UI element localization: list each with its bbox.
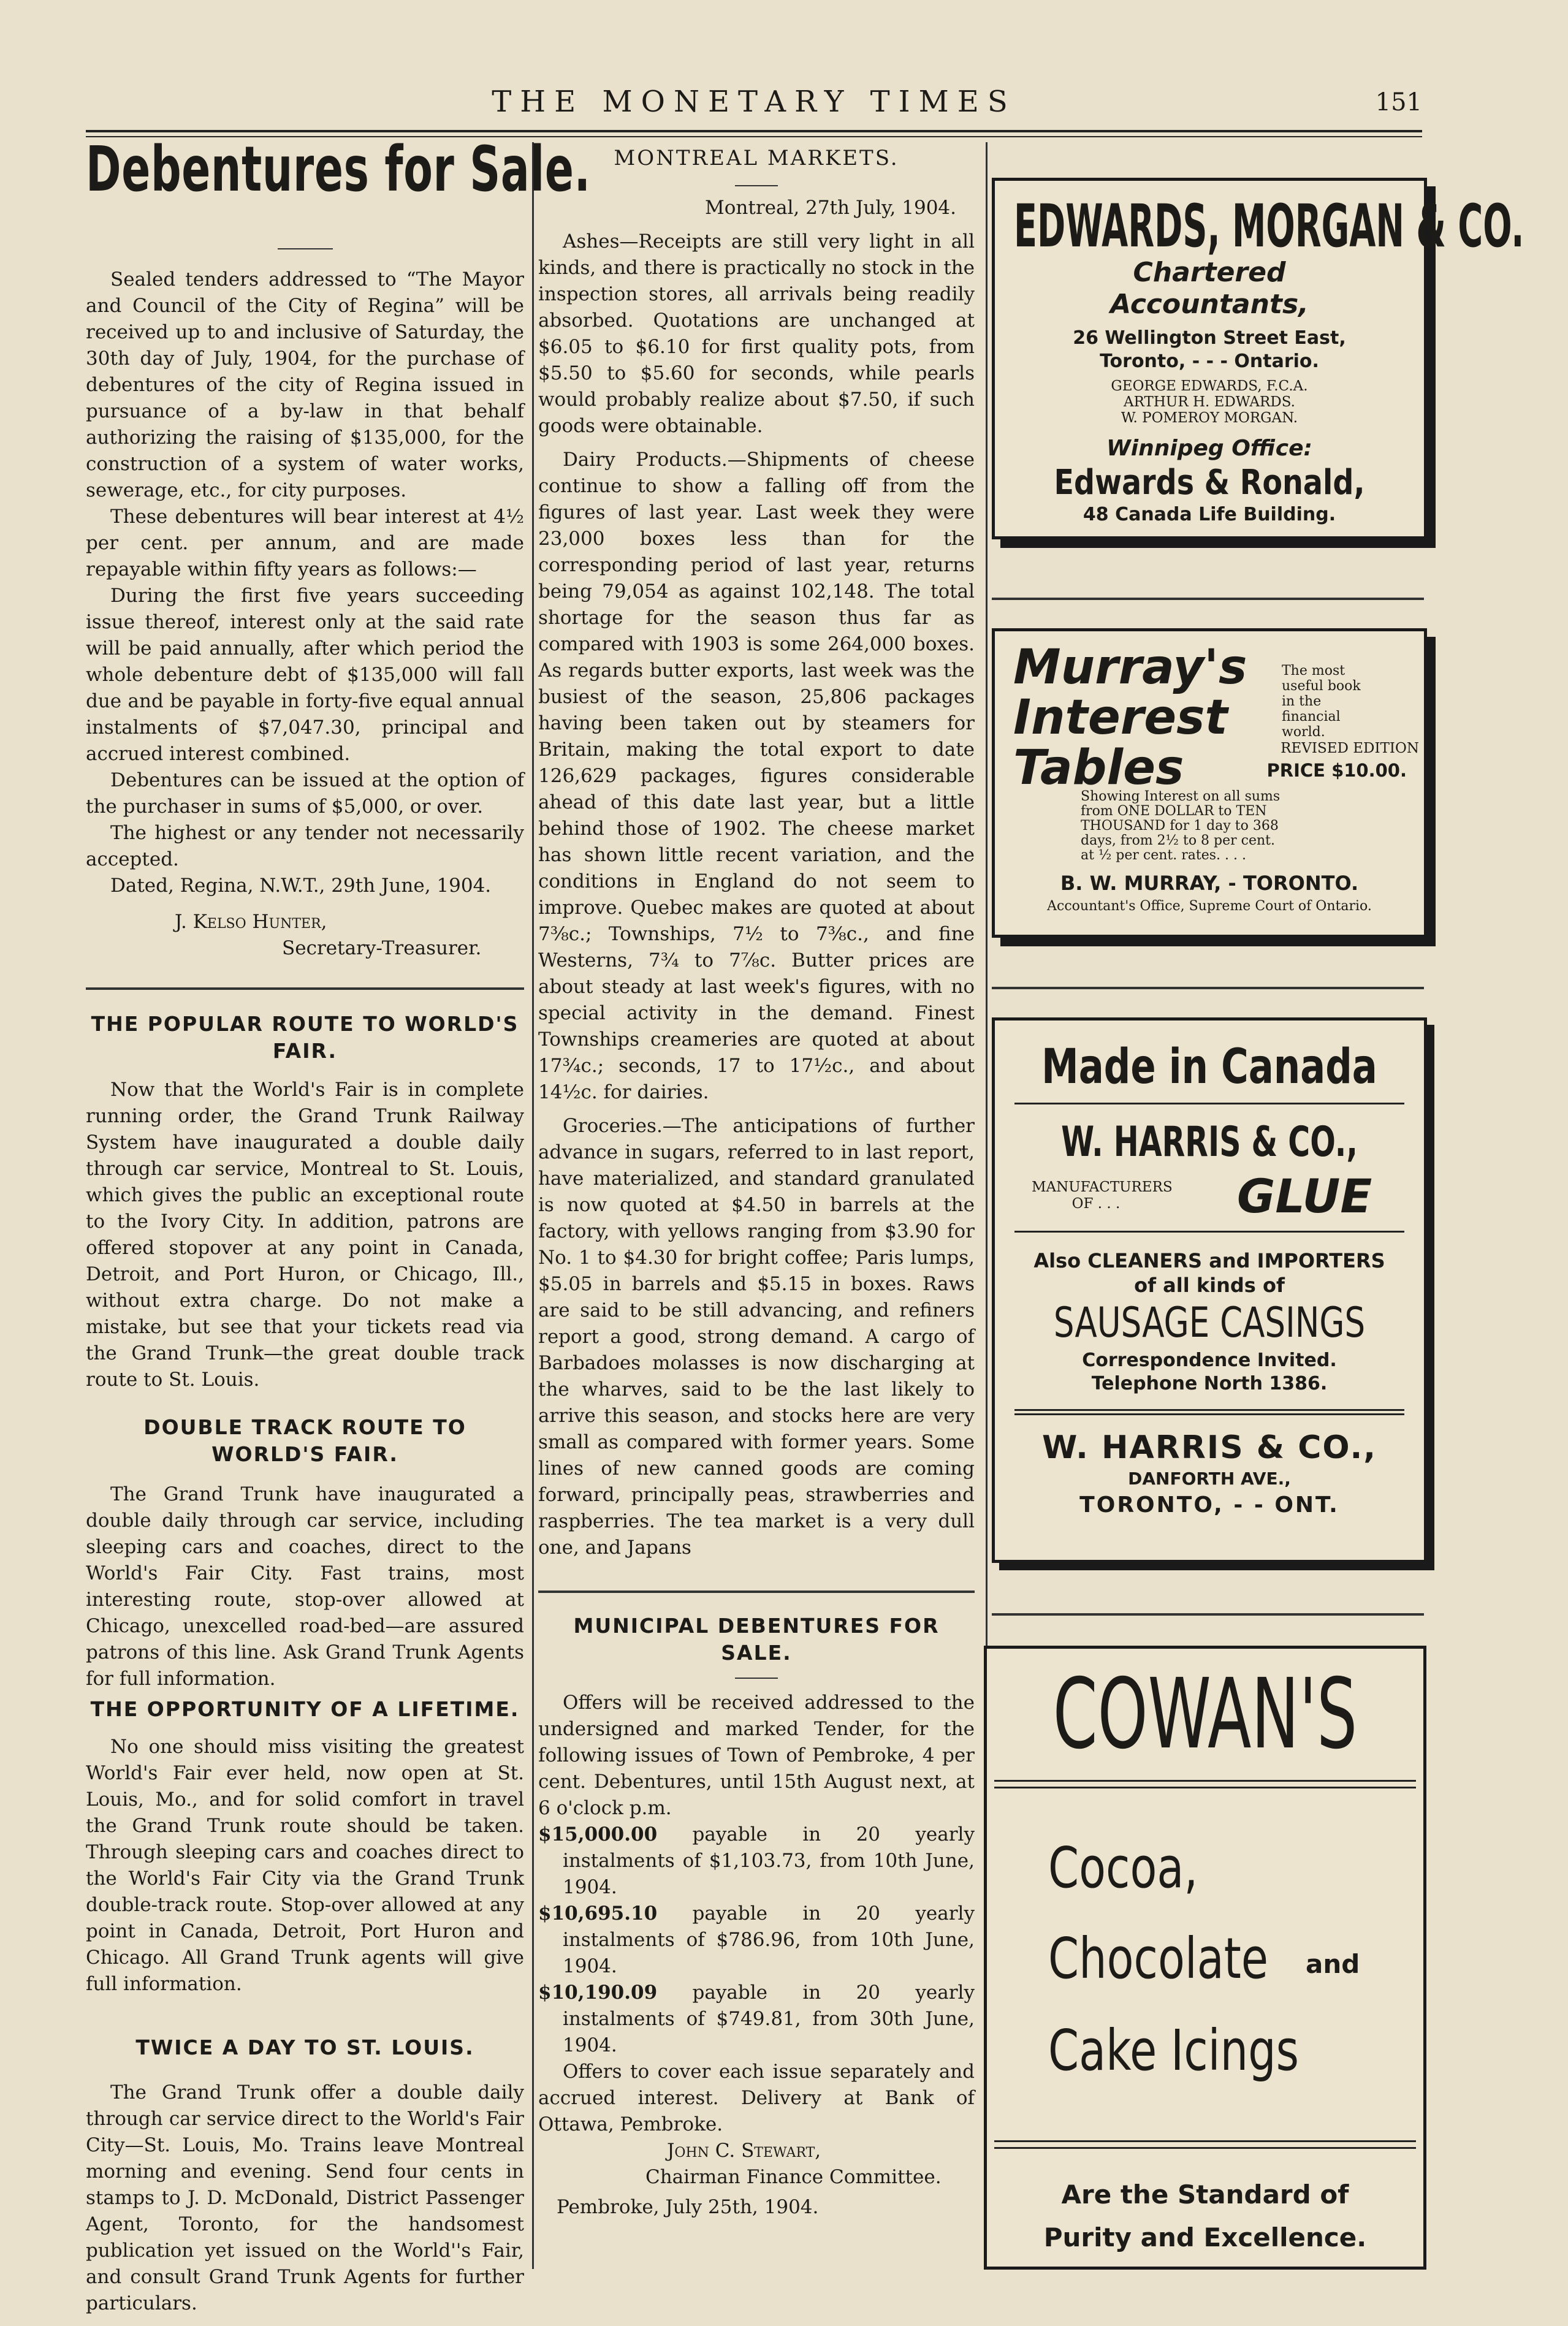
municipal-item <box>538 1980 975 2059</box>
markets-paragraph-groceries: Groceries.—The anticipations of further advance in sugars, referred to in last report, have materialized, and standard granulated is now quoted at $4.50 in barrels at the factory, with yellows ranging from $3.90 for No. 1 to $4.30 for bright coffee; Paris lumps, $5.05 in barrels and $5.15 in boxes. Raws are said to be still advancing, and refiners report a good, strong demand. A cargo of Barbadoes molasses is now discharging at the wharves, said to be the last likely to arrive this season, and stocks here are very small as compared with former years. Some lines of new canned goods are coming forward, principally peas, strawberries and raspberries. The tea market is a very dull one, and Japans <box>538 1115 975 1559</box>
ad-harris-correspondence: Correspondence Invited. <box>1082 1350 1337 1371</box>
ad-harris-telephone: Telephone North 1386. <box>1091 1373 1328 1394</box>
ad-rule <box>994 2147 1416 2149</box>
montreal-dateline: Montreal, 27th July, 1904. <box>705 197 956 219</box>
debentures-paragraph: During the first five years succeeding issue thereof, interest only at the said rate will be paid annually, after which period the whole debenture debt of $135,000 will fall due and be payable in forty-five equal annual instalments of $7,047.30, principal and accrued interest combined. <box>86 585 524 765</box>
debentures-title: Debentures for Sale. <box>86 133 591 206</box>
debentures-paragraph: The highest or any tender not necessarily accepted. <box>86 822 524 870</box>
ad-edwards-office-name: Edwards & Ronald, <box>1054 463 1365 503</box>
ad-murray-tagline: The most useful book in the financial world. <box>1282 663 1361 740</box>
ad-edwards-partner: GEORGE EDWARDS, F.C.A. <box>1111 378 1308 394</box>
ad-harris-company2: W. HARRIS & CO., <box>1042 1429 1377 1466</box>
ad-edwards-office-label: Winnipeg Office: <box>1106 436 1312 461</box>
municipal-heading: MUNICIPAL DEBENTURES FOR SALE. <box>573 1614 940 1665</box>
montreal-markets-heading: MONTREAL MARKETS. <box>614 146 899 170</box>
ad-edwards-city: Toronto, - - - Ontario. <box>1100 351 1319 372</box>
ad-separator <box>992 598 1424 600</box>
ad-edwards-partner: W. POMEROY MORGAN. <box>1121 410 1298 426</box>
municipal-signer: John C. Stewart, <box>667 2140 821 2162</box>
ad-cowan-and: and <box>1306 1949 1360 1979</box>
ad-harris-headline: Made in Canada <box>1041 1039 1377 1095</box>
masthead <box>86 85 1422 127</box>
ad-harris-city: TORONTO, - - ONT. <box>1079 1492 1339 1518</box>
debentures-paragraph: Debentures can be issued at the option of the purchaser in sums of $5,000, or over. <box>86 769 524 818</box>
masthead-title: THE MONETARY TIMES <box>492 85 1016 119</box>
municipal-closing: Offers to cover each issue separately and accrued interest. Delivery at Bank of Ottawa, Pembroke. <box>538 2061 975 2135</box>
ad-harris-product: GLUE <box>1237 1169 1372 1223</box>
masthead-rule-top <box>86 130 1422 132</box>
twice-a-day-heading: TWICE A DAY TO ST. LOUIS. <box>135 2035 474 2059</box>
ad-rule <box>1014 1413 1404 1415</box>
ad-murray-description: Showing Interest on all sums from ONE DOLLAR to TEN THOUSAND for 1 day to 368 days, from 2½ to 8 per cent. at ½ per cent. rates. . . . <box>1081 789 1281 863</box>
ad-harris <box>992 1017 1427 1563</box>
ad-murray-title3: Tables <box>1013 740 1184 796</box>
ad-rule <box>994 1780 1416 1782</box>
municipal-item-amount: $10,190.09 <box>538 1982 658 2004</box>
ad-cowan <box>984 1646 1426 2270</box>
ad-harris-casings: SAUSAGE CASINGS <box>1053 1299 1366 1347</box>
ad-murray-edition: REVISED EDITION <box>1281 740 1419 756</box>
debentures-paragraph: These debentures will bear interest at 4½ per cent. per annum, and are made repayable within fifty years as follows:— <box>86 506 524 580</box>
debentures-signer-title: Secretary-Treasurer. <box>282 937 482 959</box>
ad-edwards-name: EDWARDS, MORGAN & CO. <box>1014 192 1524 260</box>
ad-rule <box>1014 1103 1404 1104</box>
ad-edwards-address: 26 Wellington Street East, <box>1073 327 1346 349</box>
ad-cowan-product1: Cocoa, <box>1048 1835 1198 1901</box>
section-rule <box>538 1591 975 1593</box>
opportunity-heading: THE OPPORTUNITY OF A LIFETIME. <box>90 1697 520 1721</box>
debentures-paragraph: Sealed tenders addressed to “The Mayor and Council of the City of Regina” will be received up to and inclusive of Saturday, the 30th day of July, 1904, for the purchase of debentures of the city of Regina issued in pursuance of a by-law in that behalf authorizing the raising of $135,000, for the construction of a system of water works, sewerage, etc., for city purposes. <box>86 268 524 501</box>
debentures-signer: J. Kelso Hunter, <box>175 911 327 933</box>
ad-separator <box>992 1613 1424 1616</box>
ad-separator <box>992 987 1424 989</box>
ad-cowan-slogan1: Are the Standard of <box>1061 2180 1349 2210</box>
ad-rule <box>1014 1409 1404 1411</box>
double-track-heading: DOUBLE TRACK ROUTE TO WORLD'S FAIR. <box>143 1415 466 1466</box>
ad-cowan-brand: COWAN'S <box>1052 1658 1358 1771</box>
double-track-text: The Grand Trunk have inaugurated a double daily through car service, including sleeping cars and coaches, direct to the World's Fair City. Fast trains, most interesting route, stop-over allowed at Chicago, unexcelled road-bed—are assured patrons of this line. Ask Grand Trunk Agents for full information. <box>86 1483 524 1690</box>
municipal-intro: Offers will be received addressed to the undersigned and marked Tender, for the following issues of Town of Pembroke, 4 per cent. Debentures, until 15th August next, at 6 o'clock p.m. <box>538 1692 975 1819</box>
ad-edwards-office-address: 48 Canada Life Building. <box>1083 504 1336 525</box>
ad-murray-title1: Murray's <box>1013 640 1247 695</box>
ad-murray-price: PRICE $10.00. <box>1266 760 1407 781</box>
ad-murray-office: Accountant's Office, Supreme Court of Ontario. <box>1047 899 1372 914</box>
divider <box>735 185 778 186</box>
municipal-item-amount: $15,000.00 <box>538 1823 658 1845</box>
section-rule <box>86 987 524 990</box>
ad-harris-mfr-label: MANUFACTURERS OF . . . <box>1032 1179 1173 1212</box>
popular-route-heading: THE POPULAR ROUTE TO WORLD'S FAIR. <box>91 1012 519 1063</box>
ad-cowan-slogan2: Purity and Excellence. <box>1043 2222 1367 2252</box>
ad-harris-glue-row <box>995 1166 1424 1226</box>
municipal-signer-title: Chairman Finance Committee. <box>645 2166 942 2188</box>
page-number: 151 <box>1375 88 1422 116</box>
municipal-item-text: payable in 20 yearly instalments of $1,103.73, from 10th June, 1904. <box>563 1823 975 1898</box>
debentures-title-wrap <box>86 133 591 248</box>
municipal-item <box>538 1901 975 1980</box>
ad-edwards-subtitle1: Chartered <box>1133 257 1286 288</box>
popular-route-text: Now that the World's Fair is in complete running order, the Grand Trunk Railway System have inaugurated a double daily through car service, Montreal to St. Louis, which gives the public an exceptional route to the Ivory City. In addition, patrons are offered stopover at any point in Canada, Detroit, and Port Huron, or Chicago, Ill., without extra charge. Do not make a mistake, but see that your tickets read via the Grand Trunk—the great double track route to St. Louis. <box>86 1079 524 1391</box>
ad-rule <box>1014 1231 1404 1233</box>
markets-paragraph-dairy: Dairy Products.—Shipments of cheese continue to show a falling off from the figures of last year. Last week they were 23,000 boxes less than for the corresponding period of last year, returns being 79,054 as against 102,148. The total shortage for the season thus far as compared with 1903 is some 264,000 boxes. As regards butter exports, last week was the busiest of the season, 25,806 packages having been taken out by steamers for Britain, making the total export to date 126,629 packages, figures considerable ahead of this date last year, but a little behind those of 1902. The cheese market has shown little recent variation, and the conditions in England do not seem to improve. Quebec makes are quoted at about 7⅜c.; Townships, 7½ to 7⅜c., and fine Westerns, 7¾ to 7⅞c. Butter prices are about steady at last week's figures, with no special activity in the demand. Finest Townships creameries are quoted at about 17¾c.; seconds, 17 to 17½c., and about 14½c. for dairies. <box>538 449 975 1103</box>
opportunity-text: No one should miss visiting the greatest World's Fair ever held, now open at St. Louis, Mo., and for solid comfort in travel the Grand Trunk route should be taken. Through sleeping cars and coaches direct to the World's Fair City via the Grand Trunk double-track route. Stop-over allowed at any point in Canada, Detroit, Port Huron and Chicago. All Grand Trunk agents will give full information. <box>86 1736 524 1995</box>
left-column <box>86 133 591 2317</box>
middle-column <box>538 145 975 2221</box>
twice-a-day-text: The Grand Trunk offer a double daily through car service direct to the World's Fair City—St. Louis, Mo. Trains leave Montreal morning and evening. Send four cents in stamps to J. D. McDonald, District Passenger Agent, Toronto, for the handsomest publication yet issued on the World''s Fair, and consult Grand Trunk Agents for further particulars. <box>86 2081 524 2314</box>
municipal-item-text: payable in 20 yearly instalments of $749.81, from 30th June, 1904. <box>563 1982 975 2056</box>
ad-murray-publisher: B. W. MURRAY, - TORONTO. <box>1060 872 1359 895</box>
municipal-item <box>538 1822 975 1901</box>
ad-edwards-partner: ARTHUR H. EDWARDS. <box>1124 394 1295 410</box>
municipal-dateline: Pembroke, July 25th, 1904. <box>557 2196 819 2218</box>
ad-harris-company: W. HARRIS & CO., <box>1061 1118 1358 1166</box>
municipal-item-text: payable in 20 yearly instalments of $786.96, from 10th June, 1904. <box>563 1902 975 1977</box>
ad-cowan-product2: Chocolate <box>1048 1926 1269 1991</box>
ad-harris-also: Also CLEANERS and IMPORTERS of all kinds of <box>1033 1249 1385 1297</box>
divider <box>735 1678 778 1679</box>
divider <box>278 248 333 249</box>
ad-murray <box>992 628 1427 938</box>
column-rule-1 <box>532 142 534 2269</box>
ad-rule <box>994 2140 1416 2142</box>
ad-harris-street: DANFORTH AVE., <box>1128 1469 1291 1489</box>
markets-paragraph-ashes: Ashes—Receipts are still very light in all kinds, and there is practically no stock in the inspection stores, all arrivals being readily absorbed. Quotations are unchanged at $6.05 to $6.10 for first quality pots, from $5.50 to $5.60 for seconds, while pearls would probably realize about $7.50, if such goods were obtainable. <box>538 230 975 437</box>
ad-edwards-subtitle2: Accountants, <box>1110 289 1309 320</box>
ad-cowan-products <box>987 1788 1423 2132</box>
municipal-item-amount: $10,695.10 <box>538 1902 658 1925</box>
ad-murray-title2: Interest <box>1013 690 1228 745</box>
debentures-paragraph: Dated, Regina, N.W.T., 29th June, 1904. <box>110 875 492 897</box>
ad-cowan-product3: Cake Icings <box>1048 2018 1300 2083</box>
ad-edwards-morgan <box>992 178 1524 539</box>
